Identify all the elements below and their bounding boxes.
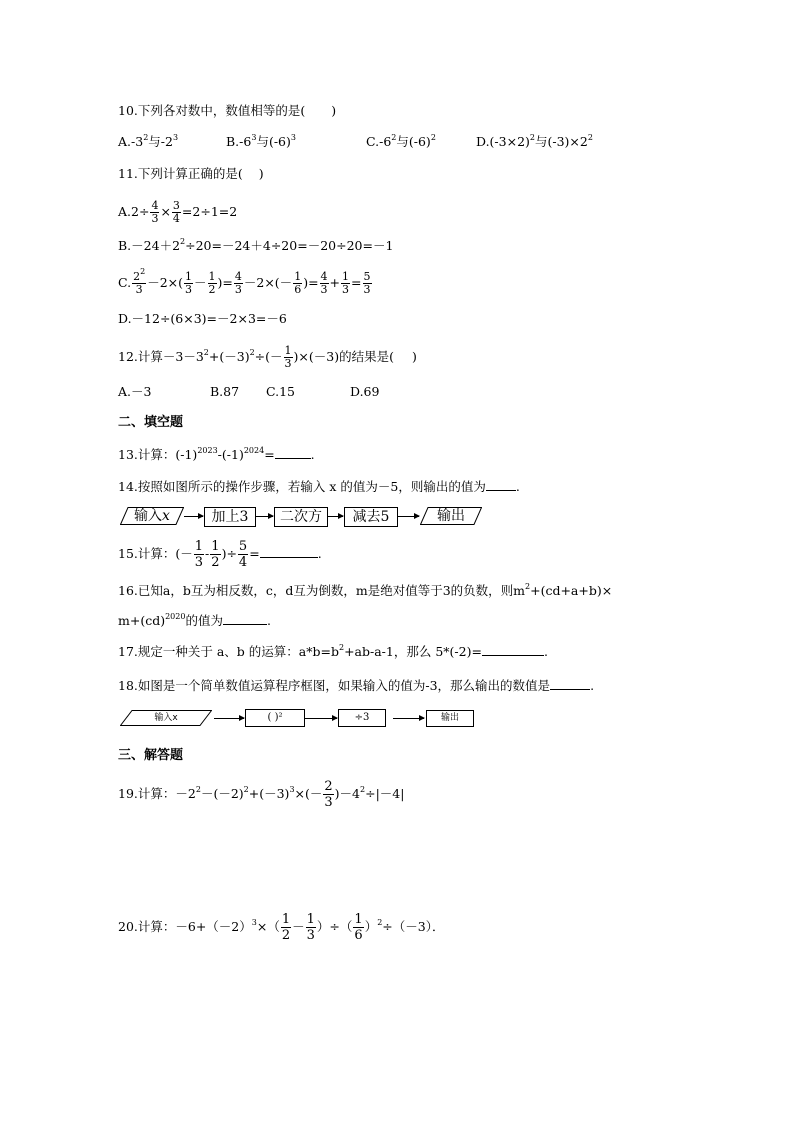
arrow-right-icon — [184, 516, 203, 517]
q15: 15.计算：(－ $\frac{1}{3}$ - $\frac{1}{2}$ )÷ $\frac{5}{4}$ = . — [118, 539, 322, 570]
arrow-right-icon — [256, 516, 273, 517]
q11-option-b: $B.-24+2^2\div 20=-24+4\div 20=-20\div 20=-1$ — [118, 237, 394, 253]
q13: 13.计算：$(-1)^{2023}-(-1)^{2024}=$ . — [118, 446, 315, 462]
q12-option-a: A.－3 — [118, 384, 152, 399]
q19: 19.计算：$-2^2-(-2)^2+(-3)^3\times(-$ $\frac{2}{3}$ )$-4^2\div|-4|$ — [118, 779, 405, 810]
q10-stem: 10.下列各对数中，数值相等的是( ) — [118, 103, 337, 118]
q12-stem: 12.计算$-3-3^2+(-3)^2\div(-$ $\frac{1}{3}$ )×(－3)的结果是( ) — [118, 344, 417, 370]
q10-option-d: $D.(-3\times 2)^2$与$(-3)\times 2^2$ — [476, 133, 593, 149]
q14-step-minus5: 减去5 — [344, 507, 398, 527]
q12-option-c: C.15 — [266, 384, 295, 399]
arrow-right-icon — [393, 718, 424, 719]
q18-step-square: ( )² — [245, 709, 305, 727]
q18-stem: 18.如图是一个简单数值运算程序框图，如果输入的值为-3，那么输出的数值是 . — [118, 678, 595, 693]
q18-input-box — [120, 710, 212, 726]
q11-option-d: D.－12÷(6×3)=－2×3=－6 — [118, 311, 287, 326]
q10-option-b: $B.-6^3$与$(-6)^3$ — [226, 133, 296, 149]
q18-output-box: 输出 — [426, 710, 474, 727]
q20: 20.计算：$-6+(-2)^3\times$（ $\frac{1}{2}$ － $\frac{1}{3}$ ）÷（ $\frac{1}{6}$ ）$^2$÷（－3）． — [118, 912, 445, 943]
q18-input-label: 输入x — [154, 713, 178, 723]
q14-step-square: 二次方 — [274, 507, 328, 527]
q10-option-a: $A.-3^2$与$-2^3$ — [118, 133, 179, 149]
q14-output-label: 输出 — [437, 508, 465, 524]
q10-option-c: $C.-6^2$与$(-6)^2$ — [366, 133, 436, 149]
q14-input-label: 输入x — [134, 508, 170, 524]
q12-option-b: B.87 — [210, 384, 240, 399]
q11-stem: 11.下列计算正确的是( ) — [118, 166, 264, 181]
q14-input-box — [120, 507, 184, 525]
q18-step-divide3: ÷3 — [338, 709, 386, 727]
arrow-right-icon — [398, 516, 419, 517]
section-fill-in-heading: 二、填空题 — [118, 415, 184, 430]
q14-stem: 14.按照如图所示的操作步骤，若输入 x 的值为－5，则输出的值为 . — [118, 479, 520, 494]
q14-output-box — [420, 507, 482, 525]
section-solve-heading: 三、解答题 — [118, 748, 184, 763]
q11-option-c: C. $\frac{2^2}{3}$ －2×( $\frac{1}{3}$ － $\frac{1}{2}$ )= $\frac{4}{3}$ －2×(－ $\frac{1}{6}$ )= $\frac{4}{3}$ + $\frac{1}{3}$ = $\frac{5}{3}$ — [118, 267, 371, 296]
q17: 17.规定一种关于 a、b 的运算：$a*b=b^2+ab-a-1$，那么 5*(-2)= . — [118, 643, 548, 659]
q12-option-d: D.69 — [350, 384, 380, 399]
arrow-right-icon — [214, 718, 244, 719]
q14-step-add3: 加上3 — [204, 507, 256, 527]
arrow-right-icon — [305, 718, 337, 719]
q16-line2: m+(cd)$^{2020}$的值为 . — [118, 612, 271, 628]
q16-line1: 16.已知a，b互为相反数，c，d互为倒数，m是绝对值等于3的负数，则$m^2+(cd+a+b)\times$ — [118, 582, 613, 598]
arrow-right-icon — [328, 516, 343, 517]
q11-option-a: A.2÷ $\frac{4}{3}$ × $\frac{3}{4}$ =2÷1=2 — [118, 199, 238, 225]
